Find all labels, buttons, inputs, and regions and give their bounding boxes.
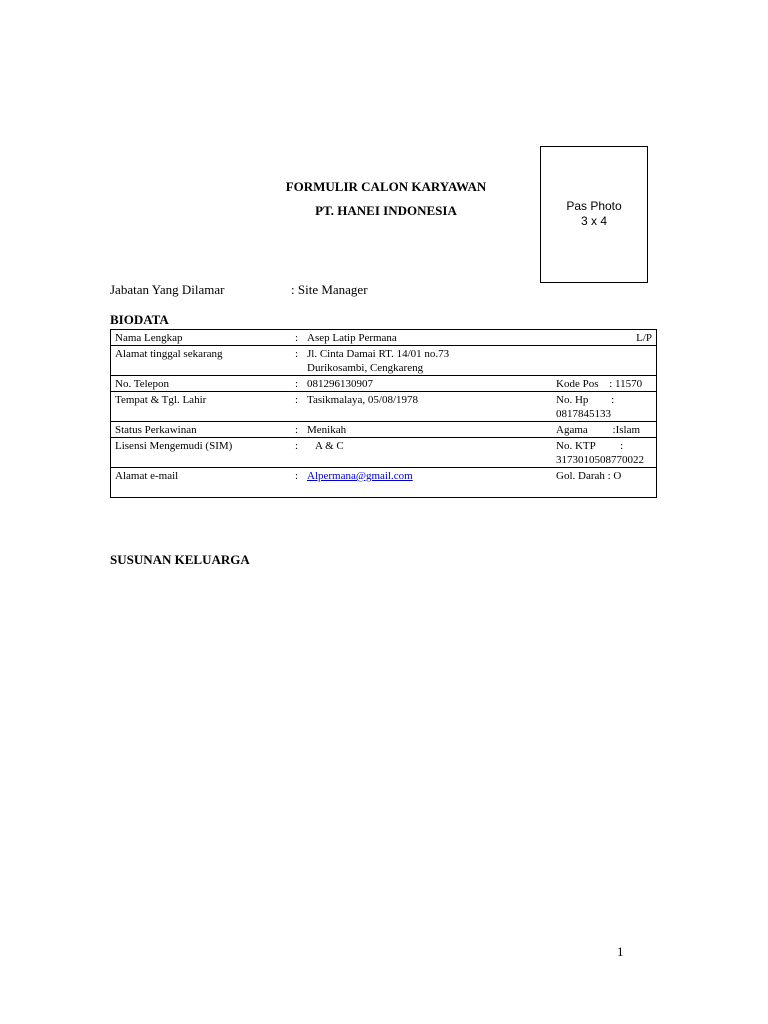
postal-label: Kode Pos — [556, 378, 599, 390]
email-cell — [303, 468, 552, 498]
table-row — [111, 376, 657, 392]
phone-value: 081296130907 — [303, 376, 552, 392]
colon: : — [289, 330, 303, 346]
address-label: Alamat tinggal sekarang — [111, 346, 290, 376]
ktp-colon: : — [620, 440, 624, 452]
postal-value: : 11570 — [609, 378, 643, 390]
marital-label: Status Perkawinan — [111, 422, 290, 438]
table-row — [111, 392, 657, 422]
table-row — [111, 422, 657, 438]
ktp-label: No. KTP — [556, 440, 596, 452]
hp-label: No. Hp — [556, 394, 589, 406]
photo-label: Pas Photo — [566, 199, 622, 213]
company-name: PT. HANEI INDONESIA — [315, 203, 457, 218]
name-value: Asep Latip Permana — [303, 330, 552, 346]
position-label: Jabatan Yang Dilamar — [110, 282, 225, 297]
gender-value: L/P — [552, 330, 657, 346]
form-title: FORMULIR CALON KARYAWAN — [285, 179, 487, 194]
empty-cell — [552, 346, 657, 376]
blood-type: Gol. Darah : O — [552, 468, 657, 498]
phone-label: No. Telepon — [111, 376, 290, 392]
table-row — [111, 468, 657, 498]
religion-label: Agama — [556, 424, 588, 436]
email-label: Alamat e-mail — [111, 468, 290, 498]
photo-size: 3 x 4 — [580, 214, 607, 228]
colon: : — [289, 376, 303, 392]
biodata-heading: BIODATA — [110, 312, 169, 327]
page-number: 1 — [617, 944, 624, 959]
ktp-cell — [552, 438, 657, 468]
table-row — [111, 346, 657, 376]
colon: : — [289, 392, 303, 422]
postal-cell — [552, 376, 657, 392]
hp-cell — [552, 392, 657, 422]
address-value: Jl. Cinta Damai RT. 14/01 no.73 Durikosambi, Cengkareng — [303, 346, 552, 376]
birth-value: Tasikmalaya, 05/08/1978 — [303, 392, 552, 422]
colon: : — [289, 438, 303, 468]
ktp-value: 3173010508770022 — [556, 454, 644, 466]
table-row — [111, 438, 657, 468]
birth-label: Tempat & Tgl. Lahir — [111, 392, 290, 422]
table-row — [111, 330, 657, 346]
religion-value: :Islam — [612, 424, 641, 436]
name-label: Nama Lengkap — [111, 330, 290, 346]
biodata-table — [110, 329, 657, 498]
position-value: : Site Manager — [291, 282, 368, 297]
colon: : — [289, 346, 303, 376]
religion-cell — [552, 422, 657, 438]
family-heading: SUSUNAN KELUARGA — [110, 552, 250, 567]
photo-placeholder — [540, 146, 648, 283]
email-link[interactable]: Alpermana@gmail.com — [307, 470, 413, 482]
colon: : — [289, 422, 303, 438]
marital-value: Menikah — [303, 422, 552, 438]
hp-value: : 0817845133 — [556, 394, 615, 420]
colon: : — [289, 468, 303, 498]
license-value: A & C — [303, 438, 552, 468]
license-label: Lisensi Mengemudi (SIM) — [111, 438, 290, 468]
